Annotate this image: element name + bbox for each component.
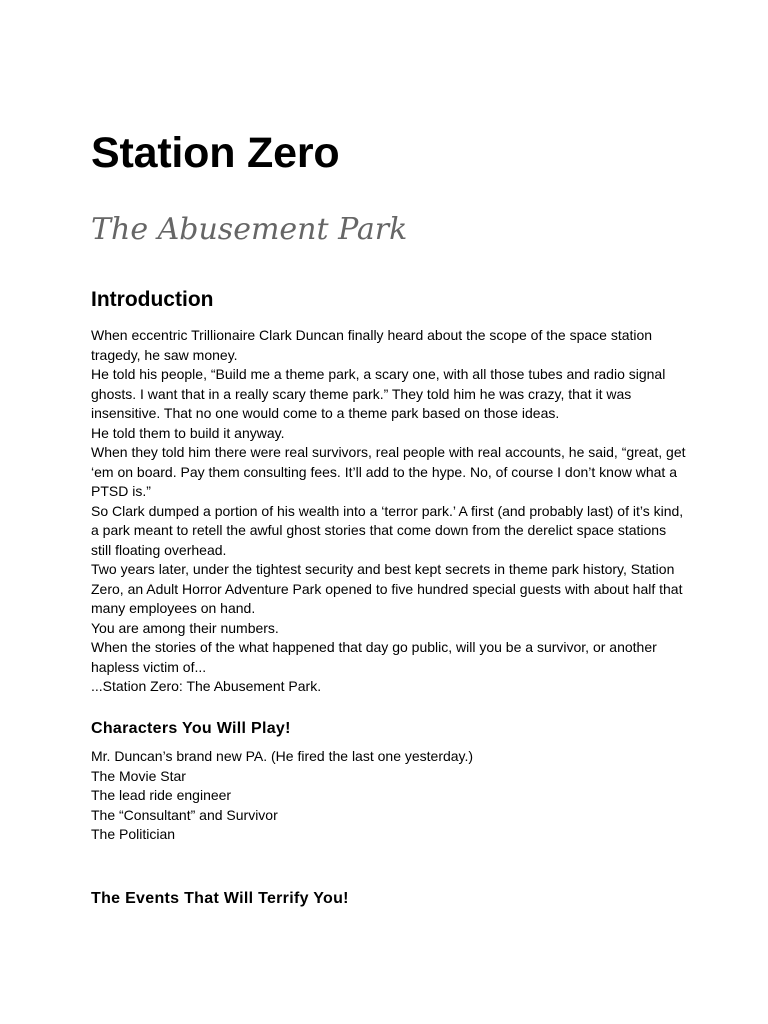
intro-line: ...Station Zero: The Abusement Park. — [91, 678, 322, 694]
list-item: The lead ride engineer — [91, 787, 232, 803]
intro-line: insensitive. That no one would come to a theme park based on those ideas. — [91, 405, 560, 421]
list-item: The Politician — [91, 826, 176, 842]
list-item: The “Consultant” and Survivor — [91, 806, 278, 823]
document-subtitle: The Abusement Park — [91, 212, 408, 247]
intro-line: He told them to build it anyway. — [91, 424, 285, 441]
events-heading: The Events That Will Terrify You! — [91, 890, 349, 907]
list-item: The Movie Star — [91, 767, 186, 784]
introduction-body — [91, 326, 686, 697]
introduction-heading: Introduction — [91, 288, 214, 311]
intro-line: ‘em on board. Pay them consulting fees. It’ll add to the hype. No, of course I don’t know what a — [91, 463, 677, 480]
list-item: Mr. Duncan’s brand new PA. (He fired the last one yesterday.) — [91, 748, 474, 764]
characters-heading: Characters You Will Play! — [91, 720, 291, 737]
intro-line: many employees on hand. — [91, 600, 256, 616]
document-title: Station Zero — [91, 129, 340, 177]
intro-line: a park meant to retell the awful ghost stories that come down from the derelict space stations — [91, 522, 667, 538]
intro-line: When eccentric Trillionaire Clark Duncan finally heard about the scope of the space station — [91, 327, 653, 343]
intro-line: Two years later, under the tightest security and best kept secrets in theme park history, Station — [91, 561, 675, 577]
intro-line: You are among their numbers. — [91, 619, 279, 636]
intro-line: When they told him there were real survivors, real people with real accounts, he said, “great, get — [91, 444, 686, 460]
intro-line: still floating overhead. — [91, 541, 227, 558]
intro-line: When the stories of the what happened that day go public, will you be a survivor, or another — [91, 639, 657, 655]
intro-line: So Clark dumped a portion of his wealth into a ‘terror park.’ A first (and probably last) of it’s kind, — [91, 502, 684, 519]
characters-list — [91, 747, 473, 845]
intro-line: ghosts. I want that in a really scary theme park.” They told him he was crazy, that it was — [91, 385, 632, 402]
intro-line: tragedy, he saw money. — [91, 346, 238, 363]
intro-line: Zero, an Adult Horror Adventure Park opened to five hundred special guests with about half that — [91, 580, 683, 597]
intro-line: PTSD is.” — [91, 483, 151, 499]
intro-line: He told his people, “Build me a theme park, a scary one, with all those tubes and radio signal — [91, 366, 666, 382]
intro-line: hapless victim of... — [91, 658, 207, 675]
